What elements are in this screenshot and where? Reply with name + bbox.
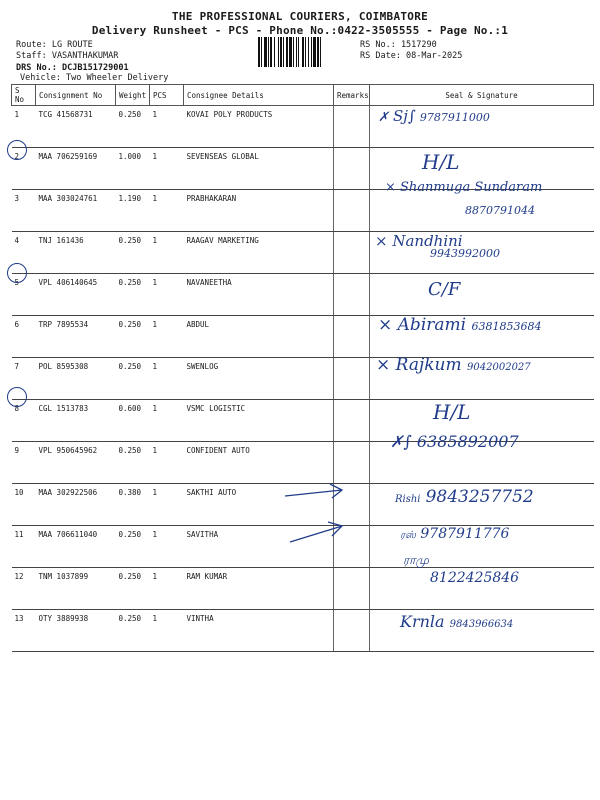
cell-weight: 0.250: [116, 232, 150, 274]
cell-sno: 8: [12, 400, 36, 442]
cell-pcs: 1: [150, 148, 184, 190]
signature-row-12-name: ராமு: [403, 553, 429, 567]
cell-consignee: SEVENSEAS GLOBAL: [184, 148, 334, 190]
signature-row-4-name: × Nandhini: [375, 232, 463, 250]
cell-weight: 0.250: [116, 106, 150, 148]
cell-consignment: MAA 302922506: [36, 484, 116, 526]
cell-sno: 9: [12, 442, 36, 484]
cell-consignee: CONFIDENT AUTO: [184, 442, 334, 484]
signature-row-8: H/L: [433, 400, 471, 424]
cell-pcs: 1: [150, 106, 184, 148]
cell-remarks: [334, 148, 370, 190]
row-2-circle: [7, 140, 27, 160]
route-label: Route: LG ROUTE: [16, 40, 93, 50]
vehicle-label: Vehicle: Two Wheeler Delivery: [20, 73, 169, 83]
cell-sno: 4: [12, 232, 36, 274]
cell-consignee: RAM KUMAR: [184, 568, 334, 610]
signature-row-4-phone: 9943992000: [430, 247, 500, 260]
cell-consignee: VINTHA: [184, 610, 334, 652]
arrow-annotations: [280, 478, 360, 558]
cell-remarks: [334, 316, 370, 358]
cell-pcs: 1: [150, 568, 184, 610]
cell-consignment: MAA 706259169: [36, 148, 116, 190]
barcode-bar: [321, 37, 323, 67]
cell-consignment: MAA 706611040: [36, 526, 116, 568]
cell-pcs: 1: [150, 484, 184, 526]
cell-consignee: SAVITHA: [184, 526, 334, 568]
col-consignment: Consignment No: [36, 85, 116, 106]
row-8-circle: [7, 387, 27, 407]
runsheet-subtitle: Delivery Runsheet - PCS - Phone No.:0422-3505555 - Page No.:1: [91, 24, 509, 37]
arrow-row-11: [290, 522, 342, 542]
cell-sno: 13: [12, 610, 36, 652]
cell-pcs: 1: [150, 442, 184, 484]
cell-pcs: 1: [150, 190, 184, 232]
barcode: [258, 37, 354, 67]
signature-row-6: × Abirami 6381853684: [378, 315, 542, 335]
cell-consignee: SWENLOG: [184, 358, 334, 400]
cell-remarks: [334, 232, 370, 274]
cell-consignment: TCG 41568731: [36, 106, 116, 148]
signature-row-5: C/F: [428, 279, 461, 300]
company-title: THE PROFESSIONAL COURIERS, COIMBATORE: [171, 10, 429, 23]
cell-sno: 11: [12, 526, 36, 568]
cell-sno: 5: [12, 274, 36, 316]
cell-consignment: VPL 406140645: [36, 274, 116, 316]
cell-consignment: CGL 1513783: [36, 400, 116, 442]
cell-sno: 7: [12, 358, 36, 400]
cell-consignee: RAAGAV MARKETING: [184, 232, 334, 274]
signature-row-1: ✗ Sj∫ 9787911000: [378, 107, 490, 125]
signature-row-11: ரஸ் 9787911776: [400, 526, 510, 542]
rs-date: RS Date: 08-Mar-2025: [360, 51, 463, 61]
signature-row-9: ✗∫ 6385892007: [390, 432, 519, 451]
col-seal-signature: Seal & Signature: [370, 85, 594, 106]
cell-weight: 0.250: [116, 442, 150, 484]
cell-remarks: [334, 400, 370, 442]
staff-label: Staff: VASANTHAKUMAR: [16, 51, 119, 61]
cell-consignment: MAA 303024761: [36, 190, 116, 232]
cell-pcs: 1: [150, 400, 184, 442]
cell-remarks: [334, 358, 370, 400]
col-consignee: Consignee Details: [184, 85, 334, 106]
cell-weight: 0.250: [116, 274, 150, 316]
cell-pcs: 1: [150, 526, 184, 568]
signature-row-13: Krnla 9843966634: [400, 612, 514, 631]
signature-row-3-phone: 8870791044: [465, 204, 535, 217]
cell-pcs: 1: [150, 232, 184, 274]
cell-consignee: PRABHAKARAN: [184, 190, 334, 232]
cell-sno: 2: [12, 148, 36, 190]
cell-remarks: [334, 106, 370, 148]
col-pcs: PCS: [150, 85, 184, 106]
cell-weight: 0.250: [116, 526, 150, 568]
cell-consignee: VSMC LOGISTIC: [184, 400, 334, 442]
signature-row-3-name: × Shanmuga Sundaram: [385, 180, 543, 195]
cell-pcs: 1: [150, 610, 184, 652]
cell-weight: 0.250: [116, 568, 150, 610]
signature-row-2: H/L: [422, 150, 460, 174]
cell-signature: [370, 274, 594, 316]
cell-remarks: [334, 274, 370, 316]
cell-consignee: SAKTHI AUTO: [184, 484, 334, 526]
cell-remarks: [334, 568, 370, 610]
arrow-row-10: [285, 484, 342, 498]
cell-weight: 0.250: [116, 610, 150, 652]
signature-row-12-phone: 8122425846: [430, 570, 520, 586]
col-weight: Weight: [116, 85, 150, 106]
signature-row-7: × Rajkum 9042002027: [376, 355, 531, 375]
cell-weight: 1.190: [116, 190, 150, 232]
cell-consignment: OTY 3889938: [36, 610, 116, 652]
table-row: [12, 274, 594, 316]
cell-consignment: TRP 7895534: [36, 316, 116, 358]
cell-sno: 12: [12, 568, 36, 610]
cell-consignee: KOVAI POLY PRODUCTS: [184, 106, 334, 148]
cell-weight: 0.600: [116, 400, 150, 442]
cell-weight: 0.380: [116, 484, 150, 526]
row-5-circle: [7, 263, 27, 283]
cell-sno: 3: [12, 190, 36, 232]
cell-sno: 1: [12, 106, 36, 148]
cell-consignment: POL 8595308: [36, 358, 116, 400]
table-header-row: [12, 85, 594, 106]
cell-sno: 10: [12, 484, 36, 526]
cell-consignee: NAVANEETHA: [184, 274, 334, 316]
cell-pcs: 1: [150, 358, 184, 400]
cell-consignee: ABDUL: [184, 316, 334, 358]
cell-consignment: VPL 950645962: [36, 442, 116, 484]
table-row: [12, 106, 594, 148]
cell-pcs: 1: [150, 316, 184, 358]
signature-row-10: Rishi 9843257752: [395, 487, 534, 507]
rs-number: RS No.: 1517290: [360, 40, 437, 50]
cell-weight: 0.250: [116, 316, 150, 358]
col-sno: S No: [12, 85, 36, 106]
cell-remarks: [334, 190, 370, 232]
cell-weight: 0.250: [116, 358, 150, 400]
cell-consignment: TNJ 161436: [36, 232, 116, 274]
cell-sno: 6: [12, 316, 36, 358]
cell-remarks: [334, 610, 370, 652]
drs-number: DRS No.: DCJB151729001: [16, 63, 129, 73]
cell-consignment: TNM 1037899: [36, 568, 116, 610]
cell-weight: 1.000: [116, 148, 150, 190]
table-row: [12, 232, 594, 274]
col-remarks: Remarks: [334, 85, 370, 106]
cell-pcs: 1: [150, 274, 184, 316]
